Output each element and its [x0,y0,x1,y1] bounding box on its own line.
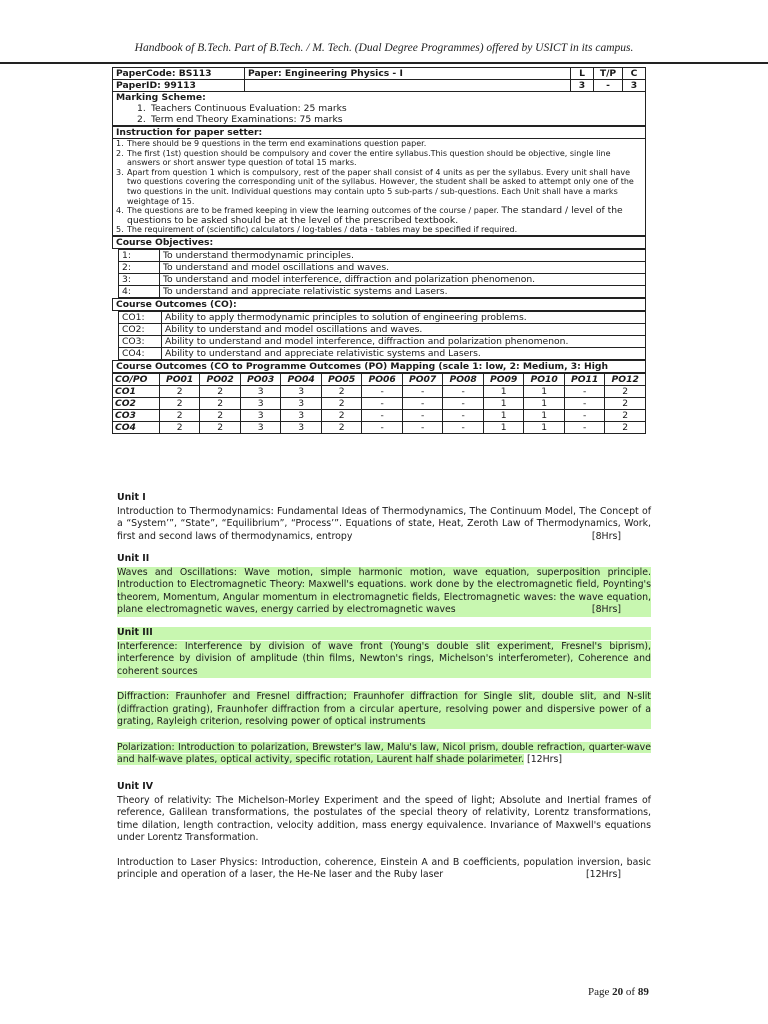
unit-heading: Unit I [117,492,146,503]
running-header: Handbook of B.Tech. Part of B.Tech. / M. Tech. (Dual Degree Programmes) offered by USICT in its campus. [134,42,634,54]
instructions-list [112,139,646,236]
ltp-header-tp: T/P [594,68,623,80]
mapping-title: Course Outcomes (CO to Programme Outcomes (PO) Mapping (scale 1: low, 2: Medium, 3: High [112,360,646,373]
header-divider [0,62,768,64]
mapping-header-row: CO/PO PO01 PO02 PO03 PO04 PO05 PO06 PO07 PO08 PO09 PO10 PO11 PO12 [113,373,646,385]
unit-heading: Unit IV [117,781,153,792]
unit-1-text: Introduction to Thermodynamics: Fundamental Ideas of Thermodynamics, The Continuum Model, The Concept of a “System’”, “State”, “Equilibrium”, “Process’”. Equations of state, Heat, Zeroth Law of Thermodynamics, Work, first and second laws of thermodynamics, entropy [8Hrs] [117,505,651,542]
unit-heading: Unit III [117,627,651,640]
outcome-row: CO3: Ability to understand and model interference, diffraction and polarization phenomenon. [119,335,646,347]
paper-id: PaperID: 99113 [113,80,245,92]
ltp-value-tp: - [594,80,623,92]
unit-2-section [117,553,651,617]
unit-heading: Unit II [117,553,150,564]
unit-3-interference: Interference: Interference by division of wave front (Young's double slit experiment, Fresnel's biprism), interference by division of amplitude (thin films, Newton's rings, Michelson's interferometer), Coherence and coherent sources [117,640,651,677]
ltp-header-c: C [623,68,646,80]
unit-4-section [117,781,651,882]
paper-name: Paper: Engineering Physics - I [245,68,571,80]
instruction-item: 2. The first (1st) question should be compulsory and cover the entire syllabus.This question should be objective, single line answers or short answer type question of total 15 marks. [116,148,611,168]
unit-4-relativity: Theory of relativity: The Michelson-Morley Experiment and the speed of light; Absolute and Inertial frames of reference, Galilean transformations, the postulates of the special theory of relativity, Lorentz transformations, time dilation, length contraction, velocity addition, mass energy equivalence. Invariance of Maxwell's equations under Lorentz Transformation. [117,794,651,843]
mapping-row: CO2 2 2 3 3 2 - - - 1 1 - 2 [113,397,646,409]
objective-row: 4: To understand and appreciate relativistic systems and Lasers. [119,285,646,297]
paper-id-blank [245,80,571,92]
unit-2-text: Waves and Oscillations: Wave motion, simple harmonic motion, wave equation, superposition principle. Introduction to Electromagnetic Theory: Maxwell's equations. work done by the electromagnetic field, Poynting's theorem, Momentum, Angular momentum in electromagnetic fields, Electromagnetic waves: the wave equation, plane electromagnetic waves, energy carried by electromagnetic waves [8Hrs] [117,566,651,615]
mapping-row: CO3 2 2 3 3 2 - - - 1 1 - 2 [113,409,646,421]
instruction-item: 5. The requirement of (scientific) calculators / log-tables / data - tables may be specified if required. [116,225,518,235]
unit-3-section [117,627,651,767]
ltp-value-c: 3 [623,80,646,92]
unit-3-diffraction: Diffraction: Fraunhofer and Fresnel diffraction; Fraunhofer diffraction for Single slit, double slit, and N-slit (diffraction grating), Fraunhofer diffraction from a circular aperture, resolving power and dispersive power of a grating, Rayleigh criterion, resolving power of optical instruments [117,691,651,727]
outcome-row: CO4: Ability to understand and appreciate relativistic systems and Lasers. [119,347,646,359]
course-sheet [112,67,646,434]
outcomes-table [118,311,646,360]
objectives-title: Course Objectives: [112,236,646,249]
instruction-item: 4. The questions are to be framed keeping in view the learning outcomes of the course / paper. The standard / level of the questions to be asked should be at the level of the prescribed textbook. [116,205,623,226]
marking-scheme [112,92,646,126]
objectives-table [118,249,646,298]
unit-3-polarization: Polarization: Introduction to polarization, Brewster's law, Malu's law, Nicol prism, double refraction, quarter-wave and half-wave plates, optical activity, specific rotation, Laurent half shade polarimeter. [12Hrs] [117,741,651,765]
instruction-item: 3. Apart from question 1 which is compulsory, rest of the paper shall consist of 4 units as per the syllabus. Every unit shall have two questions covering the corresponding unit of the syllabus. However, the student shall be asked to attempt only one of the two questions in the unit. Individual questions may contain upto 5 sub-parts / sub-questions. Each Unit shall have a marks weightage of 15. [116,167,634,206]
page-number: Page 20 of 89 [588,986,649,998]
outcome-row: CO2: Ability to understand and model oscillations and waves. [119,323,646,335]
objective-row: 1: To understand thermodynamic principles. [119,249,646,261]
mapping-row: CO4 2 2 3 3 2 - - - 1 1 - 2 [113,421,646,433]
paper-code: PaperCode: BS113 [113,68,245,80]
marking-item: 1. Teachers Continuous Evaluation: 25 marks [137,103,347,114]
marking-scheme-title: Marking Scheme: [116,92,206,103]
instructions-title: Instruction for paper setter: [112,126,646,139]
outcomes-title: Course Outcomes (CO): [112,298,646,311]
co-po-mapping-table [112,373,646,434]
outcome-row: CO1: Ability to apply thermodynamic principles to solution of engineering problems. [119,311,646,323]
ltp-value-l: 3 [571,80,594,92]
paper-info-table [112,67,646,92]
objective-row: 3: To understand and model interference, diffraction and polarization phenomenon. [119,273,646,285]
unit-1-section [117,492,651,543]
mapping-row: CO1 2 2 3 3 2 - - - 1 1 - 2 [113,385,646,397]
unit-4-laser: Introduction to Laser Physics: Introduction, coherence, Einstein A and B coefficients, population inversion, basic principle and operation of a laser, the He-Ne laser and the Ruby laser [12Hrs] [117,856,651,880]
marking-item: 2. Term end Theory Examinations: 75 marks [137,114,343,125]
objective-row: 2: To understand and model oscillations and waves. [119,261,646,273]
ltp-header-l: L [571,68,594,80]
instruction-item: 1. There should be 9 questions in the term end examinations question paper. [116,139,427,148]
